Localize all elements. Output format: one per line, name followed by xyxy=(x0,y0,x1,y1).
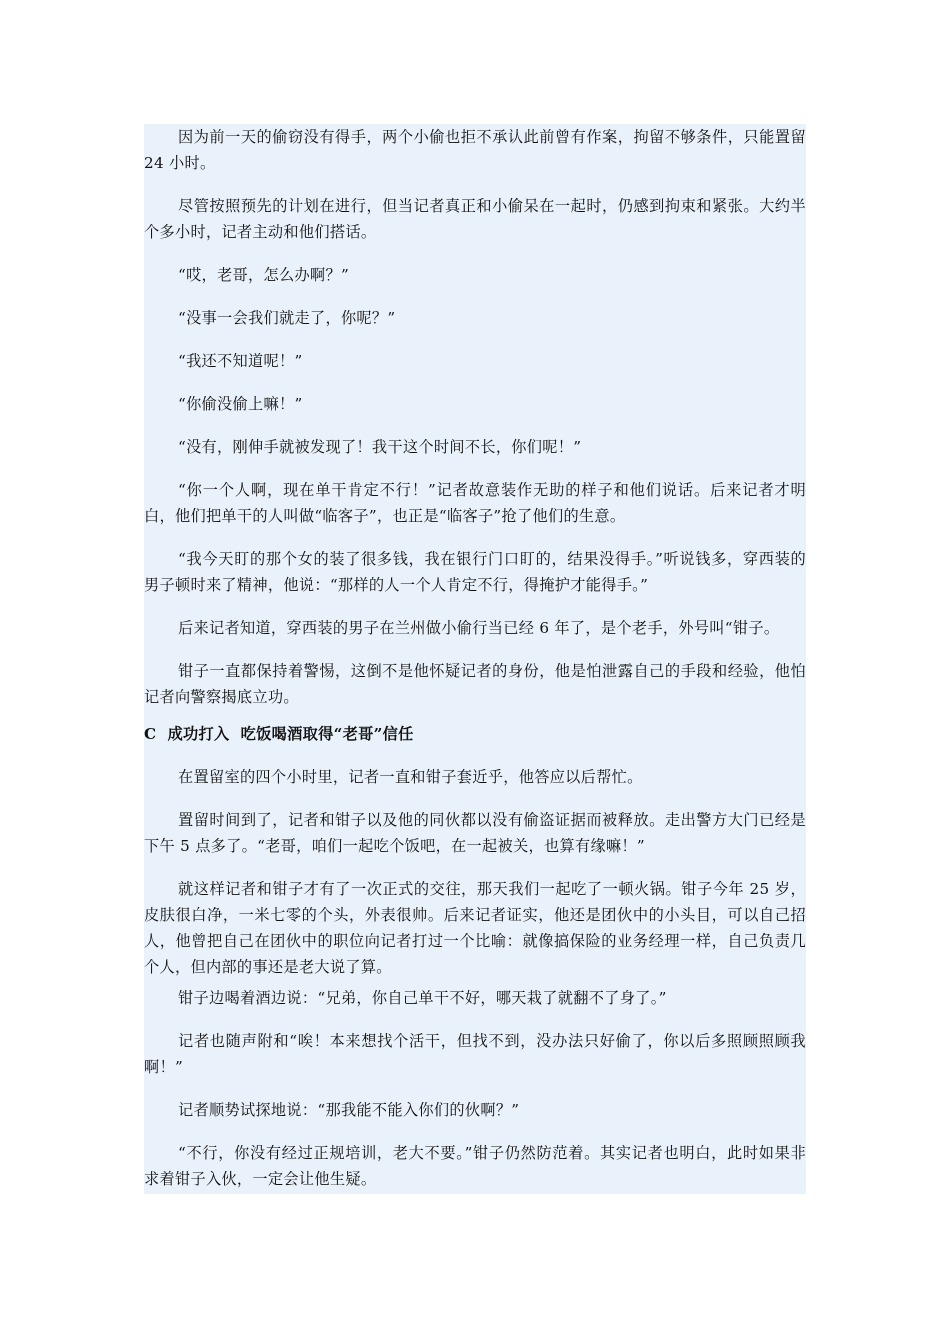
paragraph: 记者顺势试探地说：“那我能不能入你们的伙啊？” xyxy=(178,1101,520,1119)
paragraph: “我还不知道呢！” xyxy=(178,352,303,370)
paragraph: “你一个人啊，现在单干肯定不行！”记者故意装作无助的样子和他们说话。后来记者才明白，他们把单干的人叫做“临客子”，也正是“临客子”抢了他们的生意。 xyxy=(144,481,806,525)
section-heading: C 成功打入 吃饭喝酒取得“老哥”信任 xyxy=(144,725,414,743)
paragraph: 后来记者知道，穿西装的男子在兰州做小偷行当已经 6 年了，是个老手，外号叫“钳子。 xyxy=(178,619,780,637)
paragraph: 钳子边喝着酒边说：“兄弟，你自己单干不好，哪天栽了就翻不了身了。” xyxy=(178,989,667,1007)
paragraph: “没有，刚伸手就被发现了！我干这个时间不长，你们呢！” xyxy=(178,438,582,456)
paragraph: 钳子一直都保持着警惕，这倒不是他怀疑记者的身份，他是怕泄露自己的手段和经验，他怕记者向警察揭底立功。 xyxy=(144,662,806,706)
paragraph: “不行，你没有经过正规培训，老大不要。”钳子仍然防范着。其实记者也明白，此时如果非求着钳子入伙，一定会让他生疑。 xyxy=(144,1144,806,1188)
paragraph: 记者也随声附和“唉！本来想找个活干，但找不到，没办法只好偷了，你以后多照顾照顾我啊！” xyxy=(144,1032,806,1076)
paragraph: “我今天盯的那个女的装了很多钱，我在银行门口盯的，结果没得手。”听说钱多，穿西装的男子顿时来了精神，他说：“那样的人一个人肯定不行，得掩护才能得手。” xyxy=(144,550,806,594)
paragraph: “没事一会我们就走了，你呢？” xyxy=(178,309,396,327)
paragraph: “哎，老哥，怎么办啊？” xyxy=(178,266,350,284)
paragraph: 就这样记者和钳子才有了一次正式的交往，那天我们一起吃了一顿火锅。钳子今年 25 岁，皮肤很白净，一米七零的个头，外表很帅。后来记者证实，他还是团伙中的小头目，可以自己招人，他曾把自己在团伙中的职位向记者打过一个比喻：就像搞保险的业务经理一样，自己负责几个人，但内部的事还是老大说了算。 xyxy=(144,880,806,976)
paragraph: 在置留室的四个小时里，记者一直和钳子套近乎，他答应以后帮忙。 xyxy=(178,768,643,786)
paragraph: “你偷没偷上嘛！” xyxy=(178,395,303,413)
paragraph: 置留时间到了，记者和钳子以及他的同伙都以没有偷盗证据而被释放。走出警方大门已经是下午 5 点多了。“老哥，咱们一起吃个饭吧，在一起被关，也算有缘嘛！” xyxy=(144,811,806,855)
paragraph: 尽管按照预先的计划在进行，但当记者真正和小偷呆在一起时，仍感到拘束和紧张。大约半个多小时，记者主动和他们搭话。 xyxy=(144,197,806,241)
paragraph: 因为前一天的偷窃没有得手，两个小偷也拒不承认此前曾有作案，拘留不够条件，只能置留 24 小时。 xyxy=(144,128,806,172)
article-body xyxy=(144,124,806,1194)
